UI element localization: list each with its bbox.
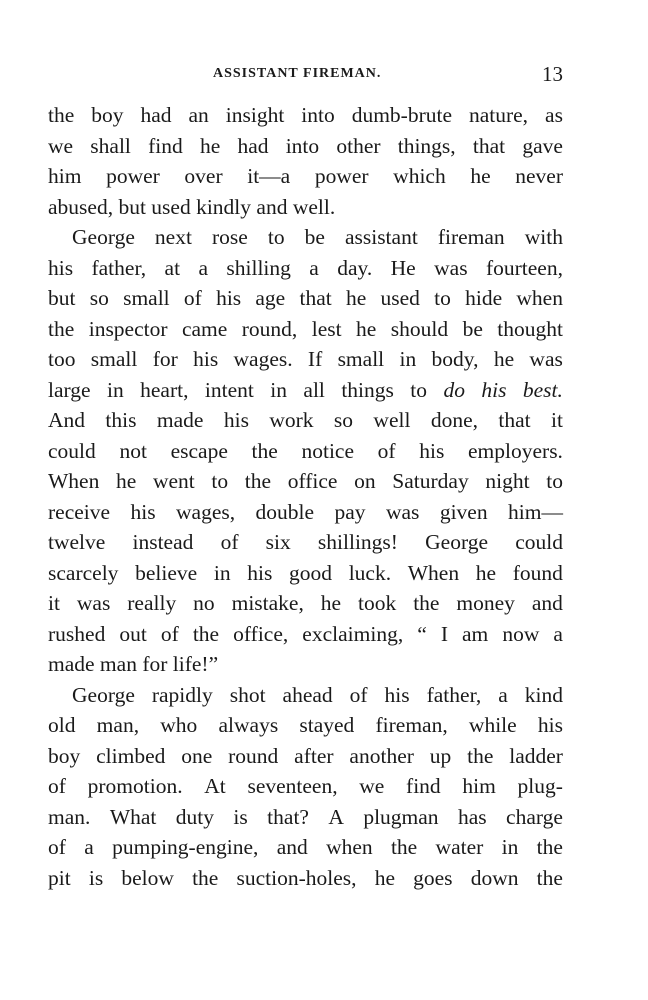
emphasis-word: best. [522, 377, 563, 402]
word: plug- [517, 774, 563, 798]
word: suction-holes, [236, 865, 357, 890]
text-line [48, 619, 563, 650]
word: the [536, 865, 563, 890]
word: six [265, 530, 291, 554]
word: of [48, 835, 66, 859]
word: be [304, 225, 325, 249]
word: of [48, 774, 66, 798]
word: office, [233, 621, 289, 646]
word: lest [311, 316, 342, 341]
text-line [48, 222, 563, 253]
word: another [349, 743, 414, 768]
word: wages, [176, 499, 236, 524]
word: rushed [48, 621, 106, 646]
word: night [485, 469, 530, 493]
word: ladder [509, 743, 563, 768]
word: intent [204, 377, 254, 402]
running-head: ASSISTANT FIREMAN. [213, 66, 382, 81]
word: him [462, 774, 496, 798]
word: next [154, 225, 192, 249]
word: his [247, 560, 273, 585]
word: he [356, 316, 377, 341]
word: the [48, 103, 75, 127]
word: was [434, 255, 468, 280]
text-line [48, 832, 563, 863]
word: rapidly [151, 682, 213, 707]
word: in [213, 560, 231, 585]
word: to [267, 225, 285, 249]
text-line [48, 771, 563, 802]
word: his [419, 438, 445, 463]
word: could [48, 438, 96, 463]
word: Saturday [392, 469, 469, 493]
word: was [385, 499, 420, 524]
word: power [106, 164, 160, 188]
word: twelve [48, 530, 106, 554]
word: while [468, 713, 517, 737]
word: he [116, 469, 137, 493]
word: small [337, 347, 385, 371]
emphasis-word: his [481, 377, 507, 402]
word: it [551, 408, 563, 432]
word: large [48, 377, 91, 402]
word: never [515, 164, 563, 188]
word: boy [48, 743, 81, 768]
word: always [218, 713, 279, 737]
word: rose [211, 225, 248, 249]
word: he [199, 133, 221, 158]
word: the [192, 621, 220, 646]
word: the [251, 438, 278, 463]
text-line: abused, but used kindly and well. [48, 194, 336, 219]
word: scarcely [48, 560, 119, 585]
word: promotion. [87, 774, 183, 798]
word: day. [337, 255, 373, 280]
word: insight [225, 103, 285, 127]
word: it—a [247, 164, 291, 188]
word: we [48, 133, 74, 158]
word: this [105, 408, 137, 432]
word: shot [229, 682, 266, 707]
text-line: made man for life!” [48, 652, 219, 676]
word: things, [397, 133, 456, 158]
text-line [48, 680, 563, 711]
word: so [89, 286, 109, 310]
word: George [425, 530, 489, 554]
word: George [72, 682, 135, 707]
word: escape [170, 438, 228, 463]
text-line [48, 405, 563, 436]
word: too [48, 347, 76, 371]
word: “ [417, 621, 427, 646]
word: an [188, 103, 209, 127]
text-line [48, 283, 563, 314]
word: has [457, 804, 487, 829]
word: and [276, 835, 308, 859]
word: to [434, 286, 451, 310]
word: after [294, 743, 334, 768]
word: a [498, 682, 508, 707]
word: he [475, 560, 497, 585]
word: should [390, 316, 449, 341]
word: could [515, 530, 563, 554]
word: is [88, 865, 104, 890]
word: mistake, [231, 591, 304, 615]
word: him— [508, 499, 563, 524]
word: he [470, 164, 491, 188]
word: inspector [88, 316, 168, 341]
text-line [48, 710, 563, 741]
word: a [553, 621, 563, 646]
text-line [48, 588, 563, 619]
word: one [181, 743, 213, 768]
text-line [48, 314, 563, 345]
emphasis-word: do [443, 377, 465, 402]
word: in [107, 377, 124, 402]
text-line [48, 863, 563, 894]
word: office [287, 469, 338, 493]
word: of [377, 438, 396, 463]
word: all [303, 377, 325, 402]
word: pit [48, 865, 71, 890]
word: that [299, 286, 332, 310]
word: heart, [140, 377, 189, 402]
word: exclaiming, [302, 621, 404, 646]
word: made [156, 408, 204, 432]
word: good [289, 560, 333, 585]
word: is [233, 804, 248, 829]
word: find [148, 133, 183, 158]
page-number: 13 [542, 62, 563, 86]
word: assistant [344, 225, 418, 249]
word: which [393, 164, 446, 188]
word: double [255, 499, 315, 524]
word: old [48, 713, 76, 737]
word: find [406, 774, 441, 798]
word: out [119, 621, 147, 646]
word: shillings! [317, 530, 398, 554]
word: work [269, 408, 314, 432]
word: When [407, 560, 460, 585]
word: now [502, 621, 540, 646]
word: into [285, 133, 320, 158]
word: was [76, 591, 111, 615]
word: no [193, 591, 215, 615]
text-line [48, 558, 563, 589]
word: used [380, 286, 420, 310]
word: found [512, 560, 563, 585]
word: the [390, 835, 418, 859]
word: in [399, 347, 417, 371]
word: the [244, 469, 272, 493]
word: hide [465, 286, 503, 310]
word: of [349, 682, 368, 707]
word: his [48, 255, 74, 280]
word: notice [301, 438, 355, 463]
word: shall [90, 133, 131, 158]
word: fourteen, [485, 255, 563, 280]
word: to [410, 377, 428, 402]
word: When [48, 469, 100, 493]
text-line [48, 436, 563, 467]
page-header [48, 62, 563, 86]
word: of [183, 286, 202, 310]
word: that [498, 408, 531, 432]
word: the [48, 316, 75, 341]
word: be [462, 316, 483, 341]
word: pumping-engine, [112, 835, 259, 859]
word: seventeen, [247, 774, 338, 798]
text-line [48, 497, 563, 528]
word: given [439, 499, 488, 524]
word: was [529, 347, 563, 371]
word: the [536, 835, 563, 859]
word: If [307, 347, 323, 371]
word: other [336, 133, 381, 158]
word: the [413, 591, 440, 615]
word: George [72, 225, 135, 249]
word: small [90, 347, 138, 371]
word: he [320, 591, 342, 615]
word: over [184, 164, 223, 188]
word: done, [430, 408, 479, 432]
word: to [546, 469, 563, 493]
word: boy [91, 103, 124, 127]
word: at [164, 255, 181, 280]
word: kind [524, 682, 563, 707]
word: it [48, 591, 60, 615]
text-line [48, 802, 563, 833]
word: ahead [282, 682, 333, 707]
word: his [193, 347, 219, 371]
word: man, [96, 713, 140, 737]
paragraph-3 [48, 680, 563, 894]
paragraph-2 [48, 222, 563, 680]
word: water [435, 835, 484, 859]
word: shilling [226, 255, 291, 280]
word: gave [522, 133, 563, 158]
word: really [127, 591, 177, 615]
word: things [341, 377, 394, 402]
body-text [48, 100, 563, 893]
word: A [328, 804, 344, 829]
word: What [109, 804, 157, 829]
word: the [192, 865, 219, 890]
word: small [123, 286, 170, 310]
word: a [84, 835, 94, 859]
word: up [429, 743, 452, 768]
word: for [152, 347, 178, 371]
word: not [119, 438, 147, 463]
word: had [140, 103, 172, 127]
word: but [48, 286, 76, 310]
word: and [531, 591, 563, 615]
text-line [48, 253, 563, 284]
word: climbed [96, 743, 166, 768]
word: he [345, 286, 367, 310]
word: a [309, 255, 319, 280]
word: stayed [299, 713, 355, 737]
word: that [472, 133, 506, 158]
word: he [374, 865, 395, 890]
word: in [270, 377, 287, 402]
text-line [48, 131, 563, 162]
word: down [470, 865, 519, 890]
word: who [160, 713, 198, 737]
word: goes [413, 865, 453, 890]
word: employers. [468, 438, 563, 463]
word: round, [241, 316, 298, 341]
word: took [358, 591, 397, 615]
word: instead [132, 530, 194, 554]
word: so [333, 408, 354, 432]
word: below [121, 865, 174, 890]
word: father, [426, 682, 482, 707]
word: came [181, 316, 228, 341]
word: charge [506, 804, 563, 829]
word: fireman, [375, 713, 448, 737]
word: of [220, 530, 239, 554]
word: man. [48, 804, 91, 829]
word: his [130, 499, 156, 524]
word: nature, [468, 103, 529, 127]
text-line [48, 741, 563, 772]
word: him [48, 164, 82, 188]
word: At [204, 774, 226, 798]
text-line [48, 100, 563, 131]
word: in [501, 835, 519, 859]
word: duty [175, 804, 215, 829]
word: pay [334, 499, 366, 524]
text-line [48, 466, 563, 497]
word: receive [48, 499, 111, 524]
text-line [48, 527, 563, 558]
word: money [456, 591, 515, 615]
text-line [48, 375, 563, 406]
paragraph-1 [48, 100, 563, 222]
word: I [440, 621, 448, 646]
word: we [359, 774, 385, 798]
word: father, [91, 255, 147, 280]
word: the [467, 743, 494, 768]
word: a [198, 255, 208, 280]
word: wages. [233, 347, 293, 371]
word: his [537, 713, 563, 737]
word: his [216, 286, 242, 310]
word: went [152, 469, 195, 493]
word: to [211, 469, 229, 493]
text-line [48, 161, 563, 192]
word: when [326, 835, 373, 859]
word: with [524, 225, 563, 249]
word: his [384, 682, 410, 707]
word: power [314, 164, 369, 188]
word: had [237, 133, 269, 158]
text-line [48, 344, 563, 375]
word: believe [135, 560, 198, 585]
word: plugman [363, 804, 439, 829]
word: into [301, 103, 335, 127]
word: fireman [437, 225, 505, 249]
word: as [545, 103, 563, 127]
word: of [160, 621, 179, 646]
word: he [493, 347, 515, 371]
word: dumb-brute [351, 103, 452, 127]
word: And [48, 408, 86, 432]
word: that? [267, 804, 309, 829]
word: his [223, 408, 249, 432]
word: when [516, 286, 563, 310]
word: luck. [348, 560, 392, 585]
word: round [228, 743, 279, 768]
word: age [255, 286, 286, 310]
word: well [373, 408, 411, 432]
word: body, [431, 347, 479, 371]
word: on [354, 469, 376, 493]
word: am [462, 621, 489, 646]
word: thought [497, 316, 563, 341]
word: He [390, 255, 416, 280]
